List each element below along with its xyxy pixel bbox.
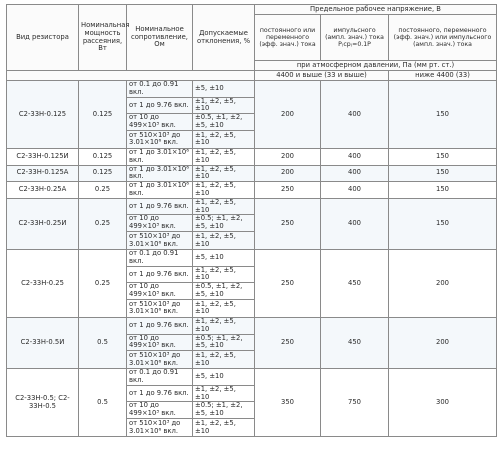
cell-v-low: 300 (389, 369, 497, 437)
cell-v-low: 150 (389, 148, 497, 165)
cell-v-low: 150 (389, 198, 497, 249)
cell-v-dc: 200 (255, 81, 321, 149)
table-row (7, 198, 497, 215)
cell-tolerance: ±1, ±2, ±5, ±10 (193, 266, 255, 283)
cell-resistance: от 1 до 3.01×10⁶ вкл. (127, 165, 193, 182)
cell-tolerance: ±1, ±2, ±5, ±10 (193, 419, 255, 437)
cell-v-low: 150 (389, 165, 497, 182)
cell-resistance: от 0.1 до 0.91 вкл. (127, 250, 193, 267)
cell-resistance: от 1 до 9.76 вкл. (127, 97, 193, 114)
cell-tolerance: ±1, ±2, ±5, ±10 (193, 198, 255, 215)
cell-resistance: от 10 до 499×10³ вкл. (127, 215, 193, 232)
cell-v-pulse: 750 (321, 369, 389, 437)
cell-v-pulse: 400 (321, 81, 389, 149)
cell-v-pulse: 400 (321, 165, 389, 182)
cell-power: 0.25 (79, 182, 127, 199)
cell-type: С2-33Н-0.5; С2-33Н-0.5 (7, 369, 79, 437)
header-voltage-group: Предельное рабочее напряжение, В (255, 5, 497, 15)
cell-v-pulse: 450 (321, 250, 389, 318)
cell-power: 0.125 (79, 165, 127, 182)
table-body (7, 81, 497, 437)
cell-resistance: от 10 до 499×10³ вкл. (127, 283, 193, 300)
cell-tolerance: ±1, ±2, ±5, ±10 (193, 299, 255, 317)
header-v-pulse-condition: P₍ср₎=0.1P (338, 41, 371, 49)
cell-resistance: от 1 до 3.01×10⁶ вкл. (127, 182, 193, 199)
cell-tolerance: ±0.5, ±1, ±2, ±5, ±10 (193, 114, 255, 131)
cell-resistance: от 0.1 до 0.91 вкл. (127, 369, 193, 386)
cell-type: С2-33Н-0.25 (7, 250, 79, 318)
header-pressure-high: 4400 и выше (33 и выше) (255, 71, 389, 81)
header-pressure: при атмосферном давлении, Па (мм рт. ст.) (255, 61, 497, 71)
resistor-spec-table (6, 4, 497, 437)
header-power: Номинальная мощность рассеяния, Вт (79, 5, 127, 71)
cell-resistance: от 10 до 499×10³ вкл. (127, 402, 193, 419)
header-resistance: Номинальное сопротивление, Ом (127, 5, 193, 71)
cell-tolerance: ±1, ±2, ±5, ±10 (193, 351, 255, 369)
cell-v-dc: 250 (255, 250, 321, 318)
cell-tolerance: ±5, ±10 (193, 250, 255, 267)
table-row (7, 182, 497, 199)
cell-resistance: от 10 до 499×10³ вкл. (127, 334, 193, 351)
cell-tolerance: ±1, ±2, ±5, ±10 (193, 165, 255, 182)
cell-tolerance: ±0.5; ±1, ±2, ±5, ±10 (193, 334, 255, 351)
header-v-dc-pulse: постоянного, переменного (эфф. знач.) или импульсного (ампл. знач.) тока (389, 15, 497, 61)
cell-resistance: от 510×10³ до 3.01×10⁶ вкл. (127, 232, 193, 250)
cell-tolerance: ±1, ±2, ±5, ±10 (193, 385, 255, 402)
cell-type: С2-33Н-0.25А (7, 182, 79, 199)
cell-type: С2-33Н-0.125 (7, 81, 79, 149)
header-pressure-low: ниже 4400 (33) (389, 71, 497, 81)
cell-resistance: от 510×10³ до 3.01×10⁶ вкл. (127, 130, 193, 148)
cell-tolerance: ±1, ±2, ±5, ±10 (193, 130, 255, 148)
cell-type: С2-33Н-0.125А (7, 165, 79, 182)
cell-v-low: 150 (389, 81, 497, 149)
cell-power: 0.125 (79, 148, 127, 165)
header-v-pulse-label: импульсного (ампл. знач.) тока (325, 26, 384, 41)
cell-v-low: 200 (389, 250, 497, 318)
cell-resistance: от 1 до 9.76 вкл. (127, 317, 193, 334)
cell-v-dc: 250 (255, 198, 321, 249)
cell-power: 0.25 (79, 198, 127, 249)
cell-resistance: от 510×10³ до 3.01×10⁶ вкл. (127, 299, 193, 317)
cell-v-dc: 250 (255, 317, 321, 368)
cell-tolerance: ±1, ±2, ±5, ±10 (193, 97, 255, 114)
cell-tolerance: ±1, ±2, ±5, ±10 (193, 232, 255, 250)
table-row (7, 317, 497, 334)
cell-tolerance: ±0.5, ±1, ±2, ±5, ±10 (193, 283, 255, 300)
table-row (7, 165, 497, 182)
cell-power: 0.125 (79, 81, 127, 149)
cell-tolerance: ±0.5; ±1, ±2, ±5, ±10 (193, 402, 255, 419)
cell-type: С2-33Н-0.125И (7, 148, 79, 165)
cell-power: 0.5 (79, 317, 127, 368)
cell-resistance: от 10 до 499×10³ вкл. (127, 114, 193, 131)
cell-tolerance: ±5, ±10 (193, 369, 255, 386)
header-type: Вид резистора (7, 5, 79, 71)
cell-v-pulse: 400 (321, 198, 389, 249)
cell-v-pulse: 400 (321, 148, 389, 165)
header-tolerance: Допускаемые отклонения, % (193, 5, 255, 71)
cell-tolerance: ±0.5; ±1, ±2, ±5, ±10 (193, 215, 255, 232)
cell-resistance: от 1 до 9.76 вкл. (127, 198, 193, 215)
cell-resistance: от 1 до 3.01×10⁶ вкл. (127, 148, 193, 165)
cell-v-dc: 250 (255, 182, 321, 199)
cell-power: 0.5 (79, 369, 127, 437)
cell-v-dc: 200 (255, 148, 321, 165)
cell-v-dc: 350 (255, 369, 321, 437)
header-v-pulse (321, 15, 389, 61)
header-v-dc: постоянного или переменного (эфф. знач.) тока (255, 15, 321, 61)
cell-power: 0.25 (79, 250, 127, 318)
cell-tolerance: ±1, ±2, ±5, ±10 (193, 317, 255, 334)
cell-type: С2-33Н-0.25И (7, 198, 79, 249)
cell-v-dc: 200 (255, 165, 321, 182)
table-row (7, 148, 497, 165)
cell-v-low: 200 (389, 317, 497, 368)
cell-v-pulse: 450 (321, 317, 389, 368)
table-row (7, 369, 497, 386)
table-row (7, 81, 497, 98)
cell-resistance: от 0.1 до 0.91 вкл. (127, 81, 193, 98)
cell-v-pulse: 400 (321, 182, 389, 199)
cell-resistance: от 510×10³ до 3.01×10⁶ вкл. (127, 419, 193, 437)
cell-v-low: 150 (389, 182, 497, 199)
cell-tolerance: ±1, ±2, ±5, ±10 (193, 148, 255, 165)
table-row (7, 250, 497, 267)
cell-resistance: от 1 до 9.76 вкл. (127, 385, 193, 402)
cell-tolerance: ±5, ±10 (193, 81, 255, 98)
cell-resistance: от 510×10³ до 3.01×10⁶ вкл. (127, 351, 193, 369)
header-pressure-spacer (7, 71, 255, 81)
cell-resistance: от 1 до 9.76 вкл. (127, 266, 193, 283)
cell-type: С2-33Н-0.5И (7, 317, 79, 368)
cell-tolerance: ±1, ±2, ±5, ±10 (193, 182, 255, 199)
